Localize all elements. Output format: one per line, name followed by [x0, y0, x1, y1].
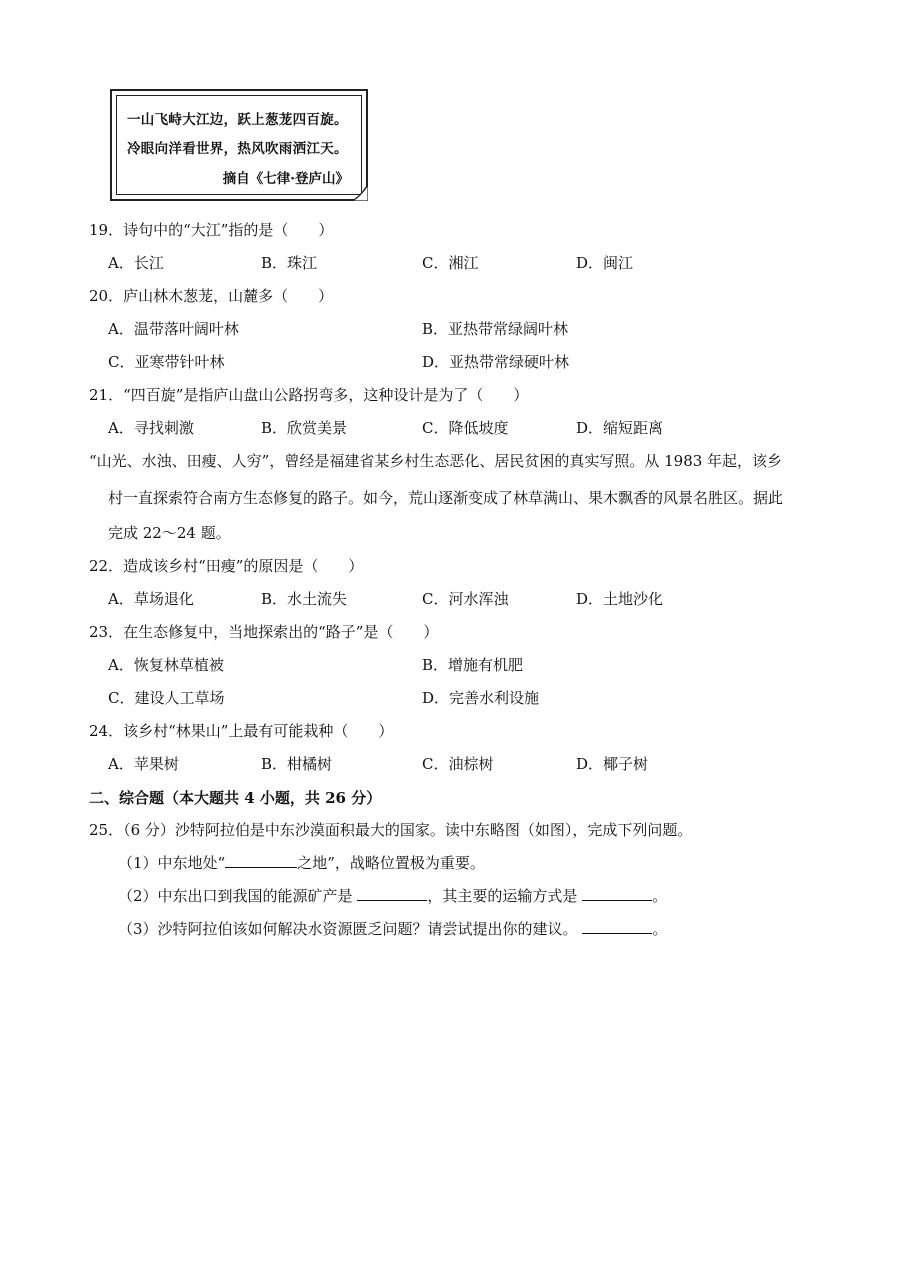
answer-blank-2[interactable]	[357, 886, 427, 901]
question-20-stem: 20．庐山林木葱茏，山麓多（ ）	[89, 287, 334, 305]
question-25-stem: 25．（6 分）沙特阿拉伯是中东沙漠面积最大的国家。读中东略图（如图），完成下列问题。	[89, 821, 693, 839]
q25-sub-3-suffix: 。	[652, 920, 668, 938]
q19-option-d: D．闽江	[576, 254, 634, 272]
poem-source: 摘自《七律·登庐山》	[222, 171, 349, 187]
q20-option-c: C．亚寒带针叶林	[108, 353, 225, 371]
q24-option-b: B．柑橘树	[261, 755, 333, 773]
q25-sub-1	[118, 853, 485, 873]
q23-option-c: C．建设人工草场	[108, 689, 225, 707]
q22-option-d: D．土地沙化	[576, 590, 664, 608]
q19-option-c: C．湘江	[422, 254, 479, 272]
poem-line-1: 一山飞峙大江边，跃上葱茏四百旋。	[127, 112, 348, 128]
q20-option-d: D．亚热带常绿硬叶林	[422, 353, 570, 371]
q20-option-b: B．亚热带常绿阔叶林	[422, 320, 569, 338]
q20-option-a: A．温带落叶阔叶林	[108, 320, 239, 338]
q19-option-b: B．珠江	[261, 254, 318, 272]
q24-option-c: C．油棕树	[422, 755, 494, 773]
q25-sub-2-middle: ，其主要的运输方式是	[427, 887, 583, 905]
question-23-stem: 23．在生态修复中，当地探索出的“路子”是（ ）	[89, 623, 439, 641]
question-19-stem: 19．诗句中的“大江”指的是（ ）	[89, 221, 334, 239]
question-24-stem: 24．该乡村“林果山”上最有可能栽种（ ）	[89, 722, 394, 740]
q25-sub-1-suffix: 之地”，战略位置极为重要。	[297, 854, 485, 872]
page-curl-icon	[350, 183, 368, 201]
poem-line-2: 冷眼向洋看世界，热风吹雨洒江天。	[127, 141, 348, 157]
q25-sub-2-suffix: 。	[652, 887, 668, 905]
passage-line-3: 完成 22～24 题。	[108, 524, 231, 542]
q22-option-b: B．水土流失	[261, 590, 348, 608]
question-21-stem: 21．“四百旋”是指庐山盘山公路拐弯多，这种设计是为了（ ）	[89, 386, 529, 404]
q25-sub-2-prefix: （2）中东出口到我国的能源矿产是	[118, 887, 358, 905]
q25-sub-1-prefix: （1）中东地处“	[118, 854, 226, 872]
q21-option-c: C．降低坡度	[422, 419, 509, 437]
q19-option-a: A．长江	[108, 254, 164, 272]
q25-sub-3-prefix: （3）沙特阿拉伯该如何解决水资源匮乏问题？请尝试提出你的建议。	[118, 920, 583, 938]
q25-sub-2	[118, 886, 667, 906]
q23-option-d: D．完善水利设施	[422, 689, 540, 707]
poem-frame	[116, 95, 362, 195]
q25-sub-3	[118, 919, 667, 939]
answer-blank-3[interactable]	[582, 886, 652, 901]
q23-option-b: B．增施有机肥	[422, 656, 524, 674]
section-2-title: 二、综合题（本大题共 4 小题，共 26 分）	[89, 789, 382, 807]
passage-line-2: 村一直探索符合南方生态修复的路子。如今，荒山逐渐变成了林草满山、果木飘香的风景名胜区。据此	[108, 489, 784, 507]
q23-option-a: A．恢复林草植被	[108, 656, 224, 674]
answer-blank-4[interactable]	[582, 919, 652, 934]
q21-option-b: B．欣赏美景	[261, 419, 348, 437]
q22-option-a: A．草场退化	[108, 590, 194, 608]
question-22-stem: 22．造成该乡村“田瘦”的原因是（ ）	[89, 557, 364, 575]
passage-line-1: “山光、水浊、田瘦、人穷”，曾经是福建省某乡村生态恶化、居民贫困的真实写照。从 1983 年起，该乡	[89, 452, 783, 470]
q24-option-d: D．椰子树	[576, 755, 649, 773]
q21-option-a: A．寻找刺激	[108, 419, 194, 437]
q24-option-a: A．苹果树	[108, 755, 179, 773]
answer-blank-1[interactable]	[225, 853, 297, 868]
q22-option-c: C．河水浑浊	[422, 590, 509, 608]
q21-option-d: D．缩短距离	[576, 419, 664, 437]
poem-box	[110, 89, 368, 201]
